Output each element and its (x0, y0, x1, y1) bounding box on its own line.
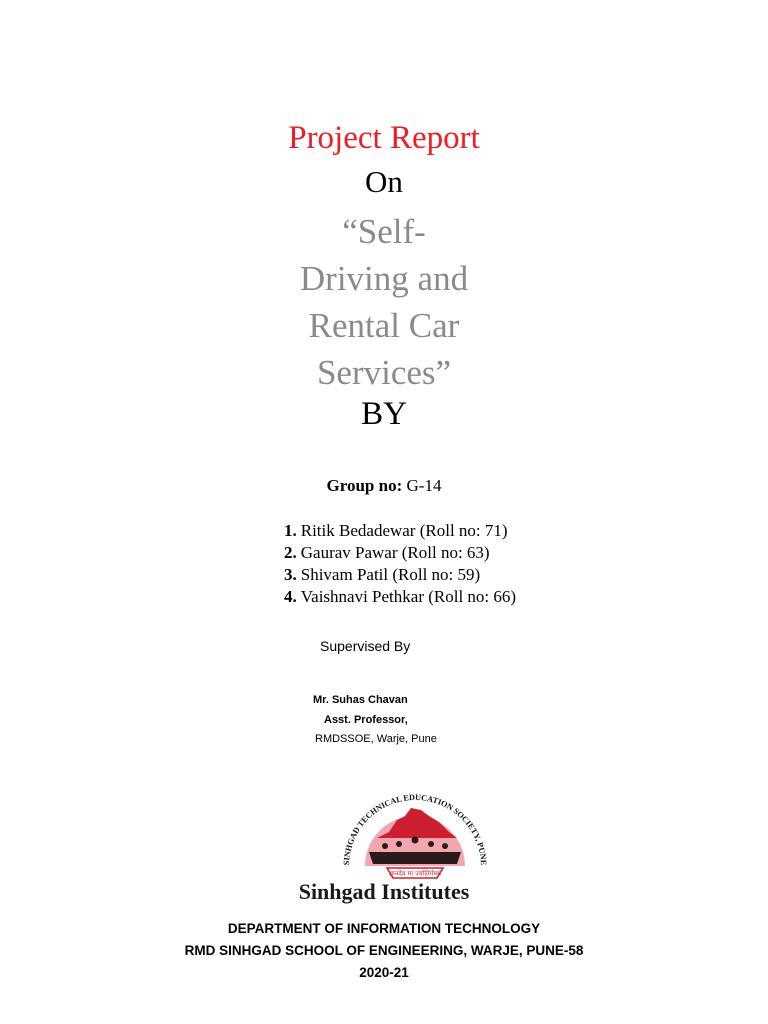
group-value: G-14 (406, 476, 442, 495)
report-title: Project Report (288, 120, 480, 156)
member-number: 1. (284, 521, 297, 540)
school-name: RMD SINHGAD SCHOOL OF ENGINEERING, WARJE, PUNE-58 (184, 943, 584, 958)
fort-hill-icon (377, 808, 457, 838)
list-item (284, 542, 516, 564)
member-name: Shivam Patil (Roll no: 59) (300, 565, 481, 584)
topic-line: “Self- (342, 212, 426, 251)
list-item (284, 586, 516, 608)
supervised-by-heading: Supervised By (320, 638, 411, 654)
group-number (0, 476, 768, 496)
list-item (284, 520, 516, 542)
topic-line: Services” (316, 353, 452, 392)
academic-year: 2020-21 (359, 965, 409, 980)
group-label: Group no: (326, 476, 403, 495)
supervisor-designation: Asst. Professor, (324, 714, 408, 726)
member-name: Ritik Bedadewar (Roll no: 71) (300, 521, 508, 540)
supervisor-name: Mr. Suhas Chavan (313, 694, 408, 706)
list-item (284, 564, 516, 586)
people-silhouette-icon (369, 852, 461, 864)
on-label: On (365, 164, 403, 199)
logo-arc-text: SINHGAD TECHNICAL EDUCATION SOCIETY, PUNE (341, 792, 489, 866)
member-number: 3. (284, 565, 297, 584)
member-number: 2. (284, 543, 297, 562)
topic-line: Rental Car (308, 306, 460, 345)
topic-line: Driving and (299, 259, 469, 298)
member-list (284, 520, 516, 608)
logo-name: Sinhgad Institutes (298, 879, 470, 904)
member-number: 4. (284, 587, 297, 606)
by-label: BY (361, 396, 407, 432)
member-name: Gaurav Pawar (Roll no: 63) (300, 543, 490, 562)
sinhgad-logo (325, 780, 505, 890)
supervisor-institute: RMDSSOE, Warje, Pune (315, 733, 437, 745)
department-name: DEPARTMENT OF INFORMATION TECHNOLOGY (227, 921, 541, 936)
logo-motto: ज्ञानदेव मा ज्योतिर्गमय (388, 869, 442, 878)
member-name: Vaishnavi Pethkar (Roll no: 66) (300, 587, 517, 606)
